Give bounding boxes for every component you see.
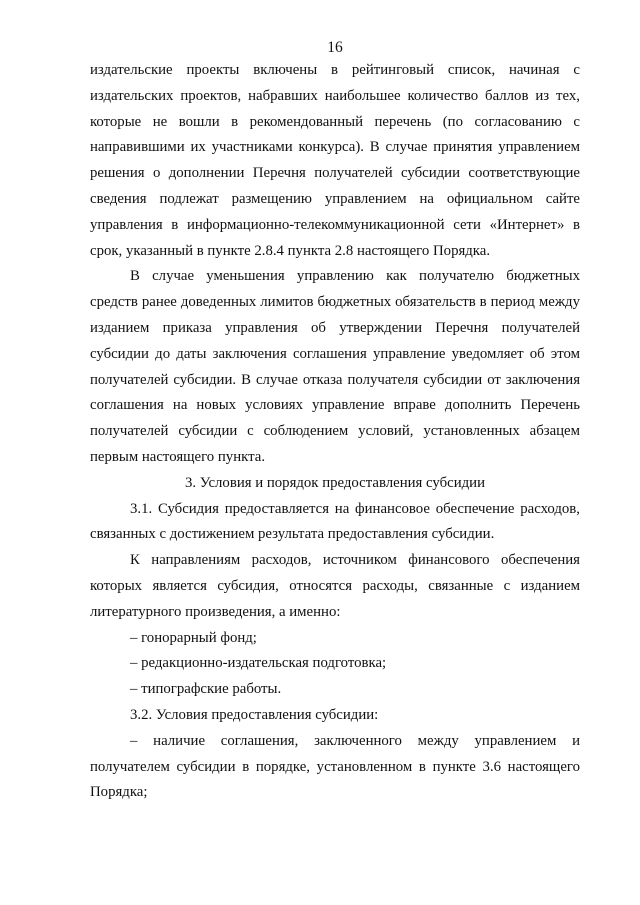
list-item-printing: – типографские работы.	[130, 681, 282, 698]
list-item-agreement: – наличие соглашения, заключенного между управлением и получателем субсидии в порядке, установленном в пункте 3.6 настоящего Порядка;	[90, 732, 580, 801]
section-heading: 3. Условия и порядок предоставления субсидии	[184, 474, 486, 491]
list-item-royalty: – гонорарный фонд;	[130, 629, 257, 646]
paragraph-continuation: издательские проекты включены в рейтинговый список, начиная с издательских проектов, набравших наибольшее количество баллов из тех, которые не вошли в рекомендованный перечень (по согласованию с направившими их участниками конкурса). В случае принятия управлением решения о дополнении Перечня получателей субсидии соответствующие сведения подлежат размещению управлением на официальном сайте управления в информационно-телекоммуникационной сети «Интернет» в срок, указанный в пункте 2.8.4 пункта 2.8 настоящего Порядка.	[90, 62, 580, 259]
paragraph-3-1: 3.1. Субсидия предоставляется на финансовое обеспечение расходов, связанных с достижением результата предоставления субсидии.	[90, 500, 580, 543]
paragraph-3-2: 3.2. Условия предоставления субсидии:	[130, 706, 379, 723]
document-body	[90, 58, 580, 806]
paragraph-expense-directions: К направлениям расходов, источником финансового обеспечения которых является субсидия, относятся расходы, связанные с изданием литературного произведения, а именно:	[90, 552, 580, 620]
paragraph-budget-limits: В случае уменьшения управлению как получателю бюджетных средств ранее доведенных лимитов бюджетных обязательств в период между изданием приказа управления об утверждении Перечня получателей субсидии до даты заключения соглашения управление уведомляет об этом получателей субсидии. В случае отказа получателя субсидии от заключения соглашения на новых условиях управление вправе дополнить Перечень получателей субсидии с соблюдением условий, установленных абзацем первым настоящего пункта.	[90, 268, 580, 465]
page-number: 16	[327, 39, 343, 56]
document-page	[90, 0, 580, 905]
list-item-editorial: – редакционно-издательская подготовка;	[130, 655, 387, 672]
